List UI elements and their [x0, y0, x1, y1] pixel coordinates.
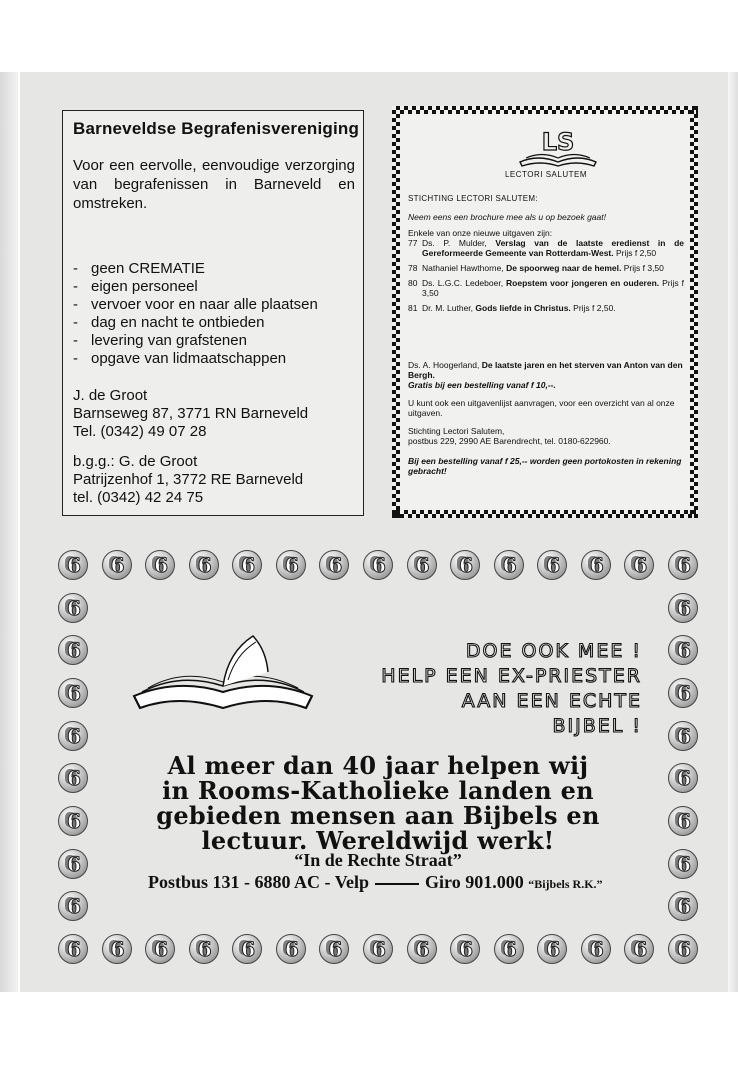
funeral-association-ad — [62, 110, 364, 516]
book-logo-icon — [516, 124, 600, 170]
globe-icon — [581, 934, 611, 964]
globe-icon — [363, 550, 393, 580]
globe-icon — [319, 550, 349, 580]
globe-icon — [668, 550, 698, 580]
publication-title: “In de Rechte Straat” — [294, 850, 462, 870]
globe-icon — [407, 550, 437, 580]
globe-icon — [668, 891, 698, 921]
page-edge-left — [0, 72, 18, 992]
contact-name: J. de Groot — [73, 387, 148, 404]
open-bible-icon — [128, 632, 318, 714]
contact-phone: Tel. (0342) 49 07 28 — [73, 423, 207, 440]
lectori-salutem-ad — [392, 106, 698, 518]
globe-icon — [58, 934, 88, 964]
checker-border-bottom — [392, 510, 698, 518]
list-item: 77 Ds. P. Mulder, Verslag van de laatste eredienst in de Gereformeerde Gemeente van Rotterdam-West. Prijs f 2,50 — [408, 238, 684, 258]
globe-icon — [58, 678, 88, 708]
funeral-title: Barneveldse Begrafenisvereniging — [73, 119, 360, 138]
globe-icon — [668, 934, 698, 964]
body-line-4: lectuur. Wereldwijd werk! — [201, 826, 555, 855]
ad-address: Postbus 131 - 6880 AC - Velp Giro 901.000 “Bijbels R.K.” — [148, 872, 603, 892]
svg-text:LS: LS — [541, 128, 575, 156]
globe-icon — [58, 635, 88, 665]
globe-icon — [668, 678, 698, 708]
globe-icon — [668, 635, 698, 665]
globe-icon — [537, 550, 567, 580]
globe-icon — [232, 934, 262, 964]
globe-icon — [58, 593, 88, 623]
body-line-3: gebieden mensen aan Bijbels en — [156, 801, 600, 830]
hoogerland-offer: Ds. A. Hoogerland, De laatste jaren en het sterven van Anton van den Bergh. Gratis bij een bestelling vanaf f 10,--. — [408, 360, 683, 390]
globe-icon — [450, 934, 480, 964]
publication-list — [408, 238, 684, 318]
globe-icon — [363, 934, 393, 964]
globe-icon — [276, 550, 306, 580]
globe-icon — [189, 550, 219, 580]
globe-icon — [624, 934, 654, 964]
globe-icon — [189, 934, 219, 964]
list-item: 78 Nathaniel Hawthorne, De spoorweg naar de hemel. Prijs f 3,50 — [408, 263, 664, 273]
checker-border-top — [392, 106, 698, 114]
globe-icon — [494, 934, 524, 964]
headline-line-4: BIJBEL ! — [552, 715, 642, 737]
funeral-intro: Voor een eervolle, eenvoudige verzorging van begrafenissen in Barneveld en omstreken. — [73, 157, 355, 212]
lectori-address: Stichting Lectori Salutem, postbus 229, 2990 AE Barendrecht, tel. 0180-622960. — [408, 426, 611, 446]
globe-icon — [102, 550, 132, 580]
list-item: - eigen personeel — [73, 278, 198, 295]
shipping-note: Bij een bestelling vanaf f 25,-- worden geen portokosten in rekening gebracht! — [408, 456, 682, 476]
contact-secondary — [73, 453, 303, 507]
list-item: 81 Dr. M. Luther, Gods liefde in Christus. Prijs f 2,50. — [408, 303, 616, 313]
globe-icon — [668, 593, 698, 623]
publications-intro: Enkele van onze nieuwe uitgaven zijn: — [408, 228, 553, 238]
list-item: - dag en nacht te ontbieden — [73, 314, 265, 331]
globe-icon — [232, 550, 262, 580]
contact-primary — [73, 387, 308, 441]
globe-icon — [319, 934, 349, 964]
globe-icon — [145, 934, 175, 964]
headline-line-1: DOE OOK MEE ! — [465, 640, 642, 662]
globe-icon — [668, 721, 698, 751]
globe-icon — [58, 891, 88, 921]
contact-phone: tel. (0342) 42 24 75 — [73, 489, 204, 506]
headline-line-3: AAN EEN ECHTE — [461, 690, 642, 712]
checker-border-right — [690, 106, 698, 518]
list-item: - vervoer voor en naar alle plaatsen — [73, 296, 318, 313]
checker-border-left — [392, 106, 400, 518]
list-item: 80 Ds. L.G.C. Ledeboer, Roepstem voor jongeren en ouderen. Prijs f 3,50 — [408, 278, 684, 298]
catalog-note: U kunt ook een uitgavenlijst aanvragen, voor een overzicht van al onze uitgaven. — [408, 398, 675, 418]
contact-address: Patrijzenhof 1, 3772 RE Barneveld — [73, 471, 304, 488]
org-name: STICHTING LECTORI SALUTEM: — [408, 194, 538, 203]
globe-icon — [58, 550, 88, 580]
logo-caption: LECTORI SALUTEM — [504, 170, 588, 179]
globe-icon — [581, 550, 611, 580]
body-line-1: Al meer dan 40 jaar helpen wij — [167, 751, 589, 780]
headline-line-2: HELP EEN EX-PRIESTER — [381, 665, 642, 687]
globe-icon — [58, 721, 88, 751]
contact-address: Barnseweg 87, 3771 RN Barneveld — [73, 405, 309, 422]
list-item: - opgave van lidmaatschappen — [73, 350, 287, 367]
globe-icon — [102, 934, 132, 964]
globe-icon — [624, 550, 654, 580]
globe-icon — [494, 550, 524, 580]
contact-name: b.g.g.: G. de Groot — [73, 453, 198, 470]
list-item: - levering van grafstenen — [73, 332, 247, 349]
body-line-2: in Rooms-Katholieke landen en — [162, 776, 594, 805]
scanned-page — [20, 72, 728, 992]
tagline: Neem eens een brochure mee als u op bezoek gaat! — [408, 212, 606, 222]
bible-ad — [58, 550, 698, 964]
page-edge-right — [728, 72, 738, 992]
globe-icon — [276, 934, 306, 964]
funeral-services-list — [73, 260, 358, 368]
list-item: - geen CREMATIE — [73, 260, 205, 277]
globe-icon — [537, 934, 567, 964]
globe-icon — [450, 550, 480, 580]
globe-icon — [407, 934, 437, 964]
globe-icon — [145, 550, 175, 580]
